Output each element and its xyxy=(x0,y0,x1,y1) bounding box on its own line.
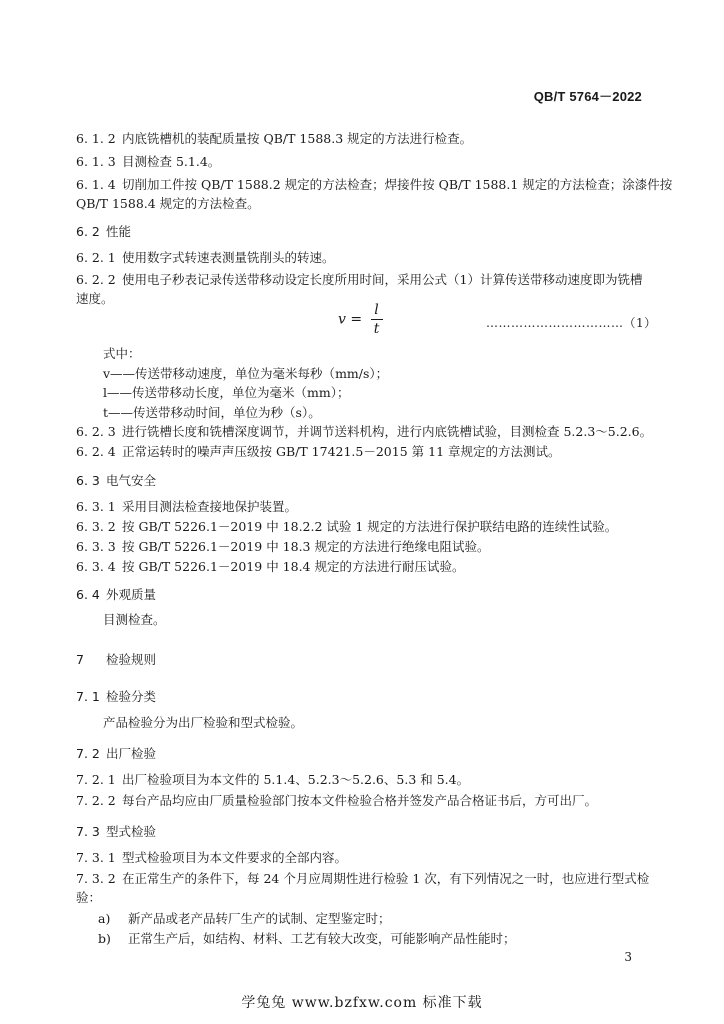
clause-number: 7. 3. 2 xyxy=(76,871,116,886)
clause-number: 6. 1. 3 xyxy=(76,154,116,169)
clause-text: 正常生产后，如结构、材料、工艺有较大改变，可能影响产品性能时； xyxy=(128,931,516,946)
standard-number: QB/T 5764－2022 xyxy=(533,89,642,104)
text-line xyxy=(76,499,297,515)
section-heading xyxy=(76,824,156,840)
clause-number: a) xyxy=(98,911,111,926)
clause-text: 出厂检验项目为本文件的 5.1.4、5.2.3～5.2.6、5.3 和 5.4。 xyxy=(122,772,470,787)
clause-number: 6. 3. 3 xyxy=(76,539,116,554)
clause-text: QB/T 1588.4 规定的方法检查。 xyxy=(76,196,260,211)
text-line xyxy=(76,871,649,887)
clause-text: 每台产品均应由厂质量检验部门按本文件检验合格并签发产品合格证书后，方可出厂。 xyxy=(122,793,598,808)
text-line xyxy=(76,196,260,212)
text-line xyxy=(76,131,472,147)
text-line xyxy=(76,272,642,288)
text-line xyxy=(76,890,101,906)
clause-text: 内底铣槽机的装配质量按 QB/T 1588.3 规定的方法进行检查。 xyxy=(122,131,473,146)
clause-text: t——传送带移动时间，单位为秒（s）。 xyxy=(103,405,321,420)
equation-number: ……………………………（1） xyxy=(486,316,657,330)
text-line xyxy=(76,177,672,193)
clause-text: 进行铣槽长度和铣槽深度调节，并调节送料机构，进行内底铣槽试验，目测检查 5.2.3～5.2.6。 xyxy=(122,424,653,439)
fraction-bar xyxy=(371,319,383,320)
text-line xyxy=(103,715,303,731)
text-line xyxy=(76,772,469,788)
clause-number: 6. 2 xyxy=(76,224,100,239)
section-heading xyxy=(76,652,156,668)
text-line xyxy=(103,405,321,421)
clause-text: 检验规则 xyxy=(106,652,157,667)
clause-number: 6. 2. 3 xyxy=(76,424,116,439)
clause-text: 正常运转时的噪声声压级按 GB/T 17421.5－2015 第 11 章规定的方法测试。 xyxy=(122,444,561,459)
velocity-formula xyxy=(338,302,383,337)
clause-text: 新产品或老产品转厂生产的试制、定型鉴定时； xyxy=(128,911,391,926)
clause-text: v——传送带移动速度，单位为毫米每秒（mm/s）； xyxy=(103,366,389,381)
clause-number: 6. 3. 4 xyxy=(76,559,116,574)
clause-text: 按 GB/T 5226.1－2019 中 18.2.2 试验 1 规定的方法进行保护联结电路的连续性试验。 xyxy=(122,519,618,534)
clause-text: 速度。 xyxy=(76,291,114,306)
text-line xyxy=(103,612,166,628)
section-heading xyxy=(76,224,131,240)
clause-number: 7. 2. 2 xyxy=(76,793,116,808)
clause-number: 6. 3 xyxy=(76,473,100,488)
text-line xyxy=(76,519,617,535)
text-line xyxy=(76,793,597,809)
clause-number: 7. 2. 1 xyxy=(76,772,116,787)
section-heading xyxy=(76,587,156,603)
clause-number: 7. 2 xyxy=(76,746,100,761)
clause-number: 6. 4 xyxy=(76,587,100,602)
clause-number: 6. 3. 2 xyxy=(76,519,116,534)
clause-number: 6. 2. 2 xyxy=(76,272,116,287)
clause-text: 目测检查。 xyxy=(103,612,166,627)
clause-text: 性能 xyxy=(106,224,132,239)
clause-text: 按 GB/T 5226.1－2019 中 18.4 规定的方法进行耐压试验。 xyxy=(122,559,465,574)
clause-text: 在正常生产的条件下，每 24 个月应周期性进行检验 1 次，有下列情况之一时，也应进行型式检 xyxy=(122,871,650,886)
clause-text: 使用电子秒表记录传送带移动设定长度所用时间，采用公式（1）计算传送带移动速度即为铣槽 xyxy=(122,272,643,287)
text-line xyxy=(76,559,464,575)
formula-denominator: t xyxy=(373,321,380,337)
formula-fraction xyxy=(371,302,383,337)
text-line xyxy=(98,911,391,927)
formula-numerator: l xyxy=(374,302,379,318)
page-number: 3 xyxy=(624,950,632,964)
clause-number: 6. 2. 4 xyxy=(76,444,116,459)
clause-text: 外观质量 xyxy=(106,587,157,602)
clause-text: 使用数字式转速表测量铣削头的转速。 xyxy=(122,250,335,265)
clause-text: 检验分类 xyxy=(106,689,157,704)
clause-text: 按 GB/T 5226.1－2019 中 18.3 规定的方法进行绝缘电阻试验。 xyxy=(122,539,490,554)
footer-watermark: 学兔兔 www.bzfxw.com 标准下载 xyxy=(241,995,483,1011)
clause-number: 7. 3 xyxy=(76,824,100,839)
clause-number: 6. 1. 2 xyxy=(76,131,116,146)
section-heading xyxy=(76,746,156,762)
text-line xyxy=(76,154,220,170)
formula-lhs: v = xyxy=(338,311,363,328)
text-line xyxy=(76,291,114,307)
clause-number: 7. 3. 1 xyxy=(76,850,116,865)
clause-text: 出厂检验 xyxy=(106,746,157,761)
clause-text: 型式检验项目为本文件要求的全部内容。 xyxy=(122,850,348,865)
text-line xyxy=(98,931,516,947)
text-line xyxy=(103,385,349,401)
text-line xyxy=(76,444,561,460)
text-line xyxy=(76,250,335,266)
text-line xyxy=(103,346,141,362)
text-line xyxy=(103,366,388,382)
clause-number: 6. 2. 1 xyxy=(76,250,116,265)
text-line xyxy=(76,424,652,440)
clause-text: 验： xyxy=(76,890,102,905)
clause-number: 7 xyxy=(76,652,84,667)
text-line xyxy=(76,539,489,555)
clause-number: b) xyxy=(98,931,111,946)
clause-text: l——传送带移动长度，单位为毫米（mm）； xyxy=(103,385,350,400)
clause-text: 目测检查 5.1.4。 xyxy=(122,154,221,169)
section-heading xyxy=(76,689,156,705)
clause-text: 式中： xyxy=(103,346,141,361)
clause-text: 型式检验 xyxy=(106,824,157,839)
clause-number: 6. 1. 4 xyxy=(76,177,116,192)
clause-text: 采用目测法检查接地保护装置。 xyxy=(122,499,298,514)
clause-text: 电气安全 xyxy=(106,473,157,488)
clause-number: 6. 3. 1 xyxy=(76,499,116,514)
text-line xyxy=(76,850,347,866)
clause-text: 产品检验分为出厂检验和型式检验。 xyxy=(103,715,304,730)
clause-number: 7. 1 xyxy=(76,689,100,704)
section-heading xyxy=(76,473,156,489)
clause-text: 切削加工件按 QB/T 1588.2 规定的方法检查；焊接件按 QB/T 1588.1 规定的方法检查；涂漆件按 xyxy=(122,177,673,192)
